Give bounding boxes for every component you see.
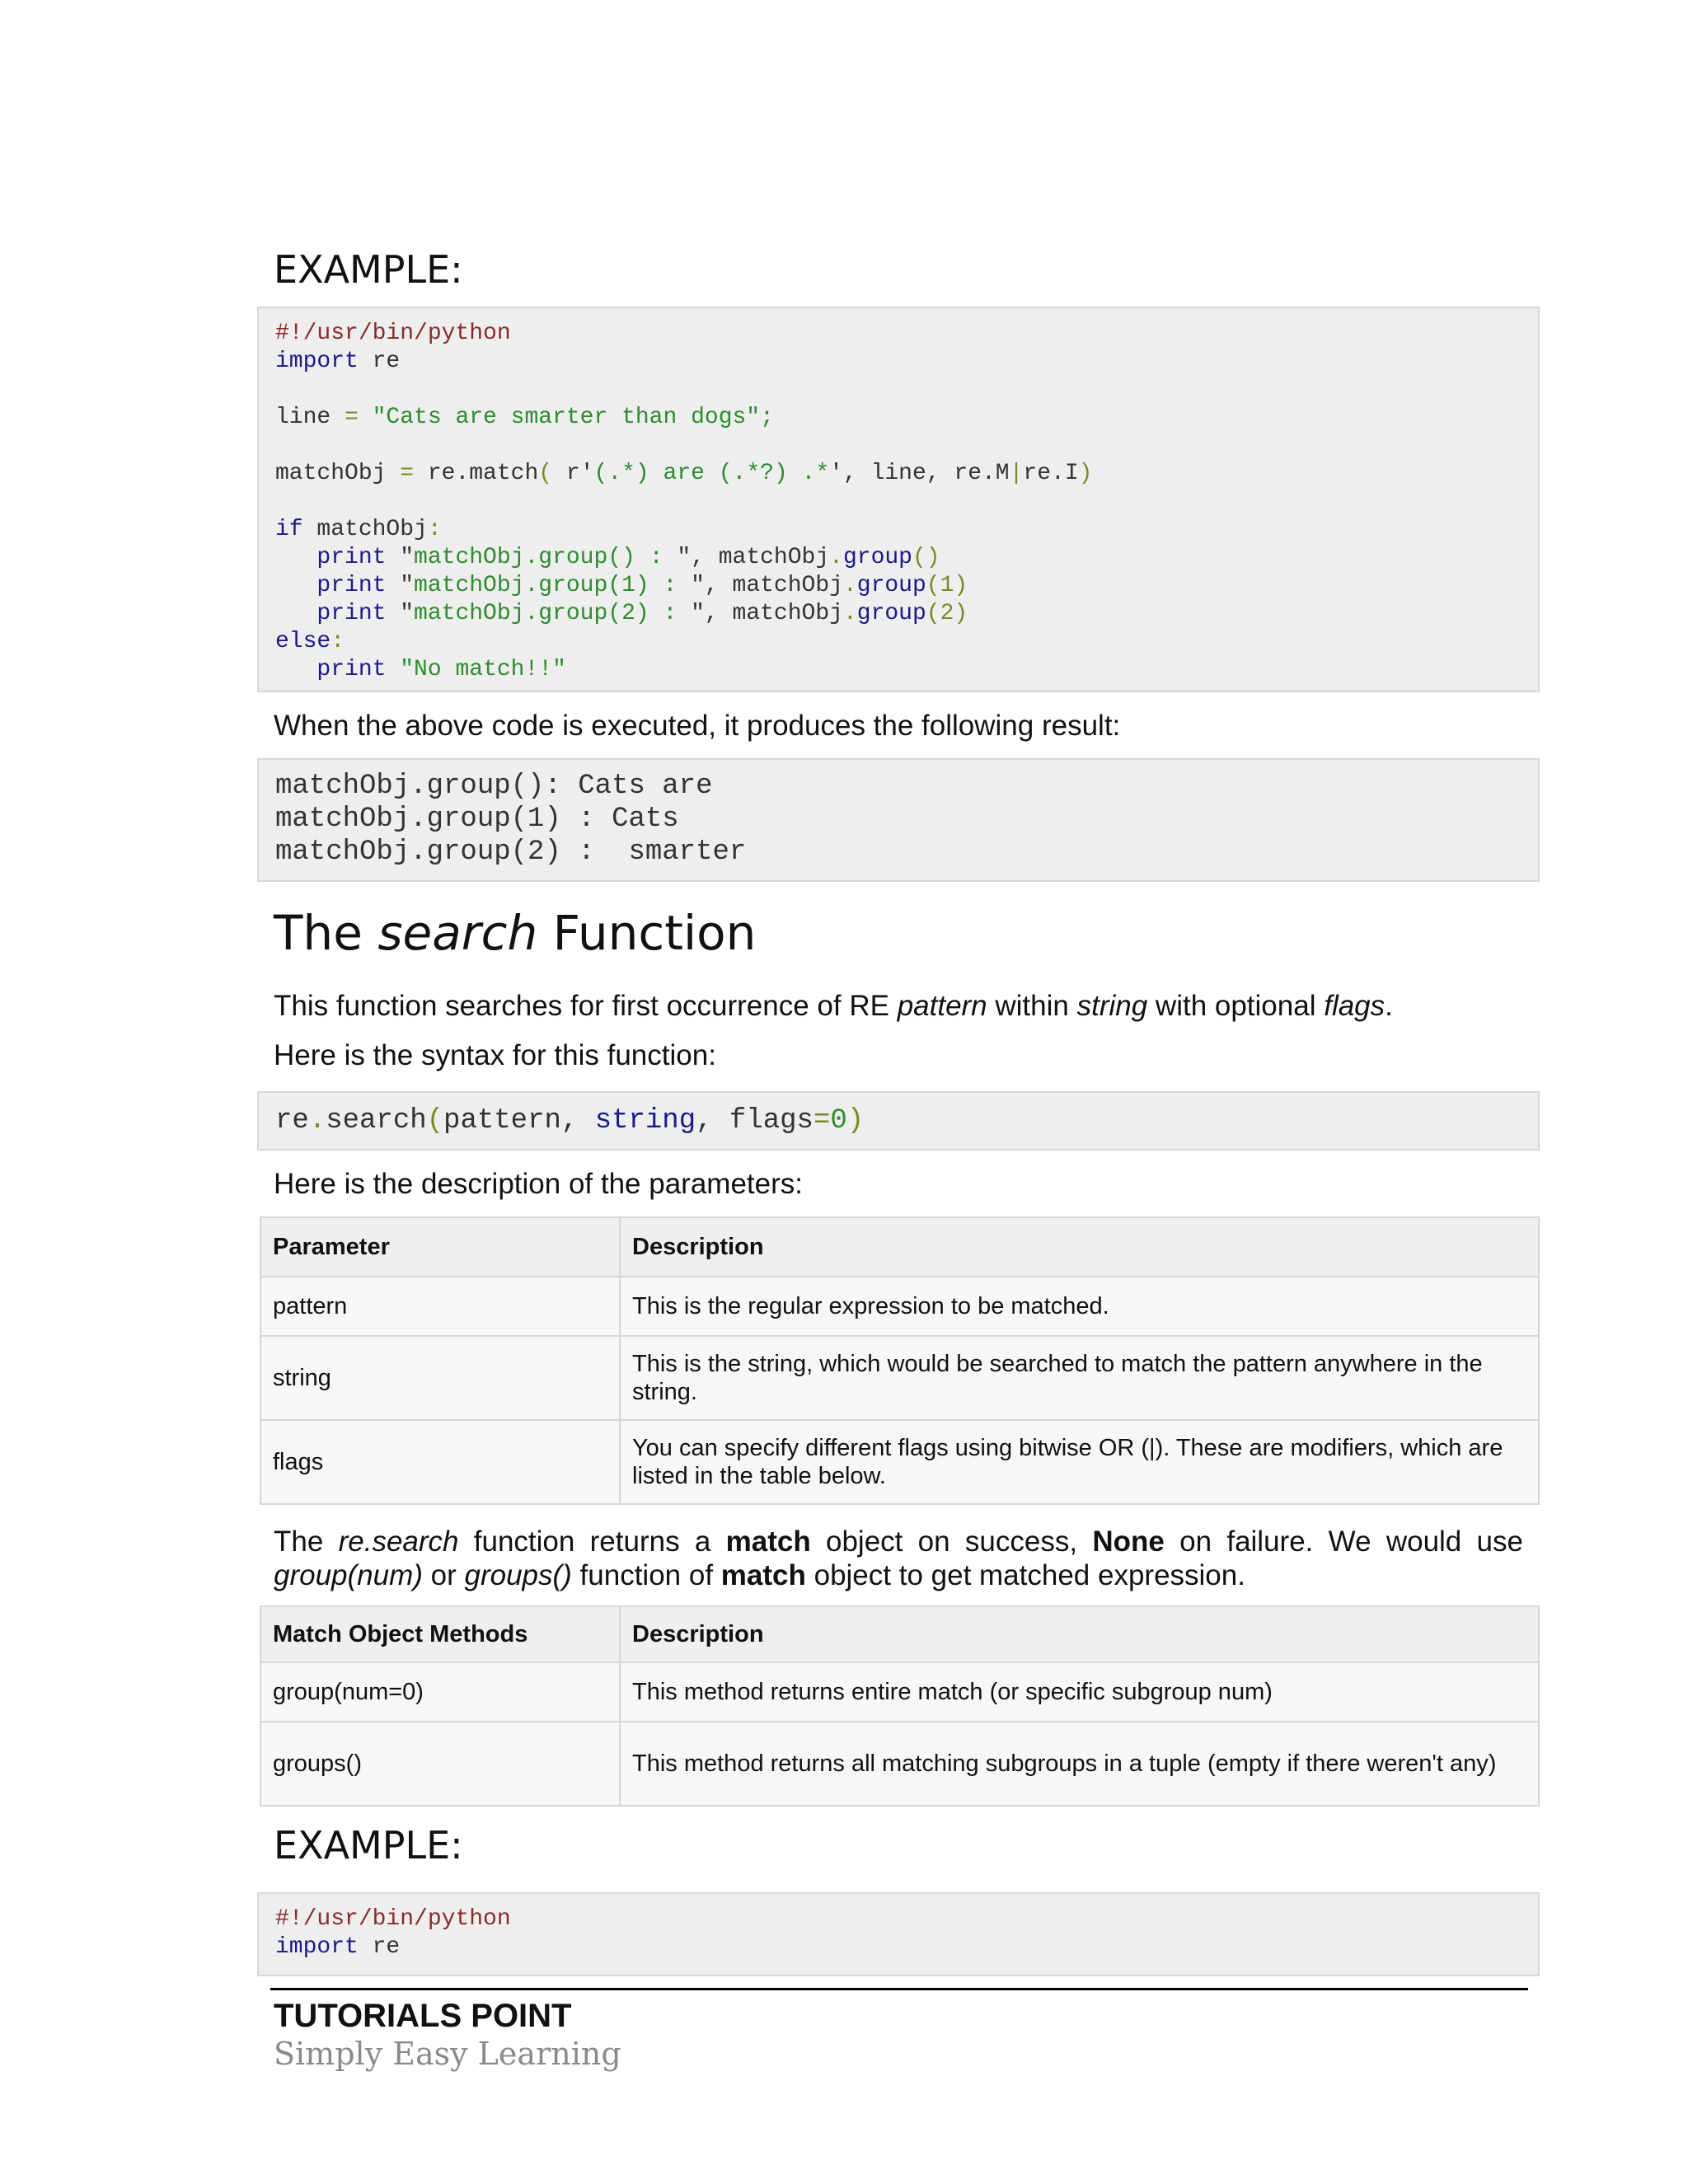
- bold-text: match: [720, 1559, 806, 1591]
- code-token: (: [426, 1105, 444, 1137]
- table-row: [260, 1336, 1539, 1420]
- code-block-match-example: [257, 307, 1540, 692]
- code-token: #!/usr/bin/python: [275, 1906, 511, 1932]
- code-token: string: [594, 1105, 696, 1137]
- code-token: [275, 601, 316, 626]
- code-token: if: [275, 517, 303, 542]
- italic-text: string: [1076, 990, 1148, 1022]
- code-token: , flags: [696, 1105, 814, 1137]
- code-token: =: [400, 461, 415, 486]
- code-line: [275, 600, 1538, 628]
- parameters-table: [260, 1216, 1540, 1505]
- footer-divider: [270, 1988, 1528, 1990]
- code-token: #!/usr/bin/python: [275, 321, 511, 346]
- params-intro-text: Here is the description of the parameters:: [274, 1168, 803, 1200]
- code-token: .: [842, 601, 857, 626]
- code-line: [275, 572, 1538, 600]
- table-header-cell: Match Object Methods: [260, 1606, 620, 1662]
- footer-tagline: Simply Easy Learning: [274, 2036, 621, 2072]
- table-row: [260, 1722, 1539, 1806]
- code-line: [275, 1905, 1538, 1933]
- code-token: re: [275, 1105, 309, 1137]
- code-token: [275, 657, 316, 682]
- code-token: matchObj: [302, 517, 428, 542]
- code-token: matchObj.group(1) :: [414, 573, 692, 598]
- table-cell: string: [260, 1336, 620, 1420]
- section-title-em: search: [377, 905, 538, 961]
- text-run: .: [1385, 990, 1393, 1022]
- code-token: .: [829, 545, 843, 570]
- code-token: :: [427, 517, 442, 542]
- code-line: [275, 376, 1538, 404]
- code-line: [275, 488, 1538, 516]
- table-header-cell: Description: [620, 1606, 1539, 1662]
- code-line: [275, 460, 1538, 488]
- returns-paragraph: [274, 1525, 1523, 1592]
- text-run: with optional: [1147, 990, 1325, 1022]
- text-run: This function searches for first occurrence of RE: [274, 990, 898, 1022]
- code-token: print: [316, 657, 387, 682]
- code-token: ": [386, 545, 415, 570]
- code-token: ": [386, 601, 415, 626]
- code-token: 0: [830, 1105, 847, 1137]
- code-token: ", matchObj: [691, 573, 843, 598]
- code-line: [275, 1104, 1538, 1137]
- code-token: re.I: [1023, 461, 1079, 486]
- code-token: else: [275, 629, 331, 654]
- table-cell: pattern: [260, 1277, 620, 1336]
- code-token: re: [358, 349, 401, 374]
- code-token: .: [308, 1105, 326, 1137]
- code-line: [275, 404, 1538, 432]
- example2-heading: EXAMPLE:: [274, 1823, 463, 1868]
- code-line: [275, 628, 1538, 656]
- match-methods-table: [260, 1605, 1540, 1807]
- output-line: matchObj.group(2) : smarter: [275, 837, 747, 868]
- bold-text: match: [725, 1526, 811, 1558]
- code-token: matchObj.group(2) :: [414, 601, 692, 626]
- code-token: ", matchObj: [677, 545, 830, 570]
- text-run: object to get matched expression.: [805, 1559, 1245, 1591]
- code-token: import: [275, 1934, 359, 1960]
- code-line: [275, 1933, 1538, 1961]
- table-cell: groups(): [260, 1722, 620, 1806]
- italic-text: group(num): [274, 1559, 423, 1591]
- code-token: print: [316, 545, 387, 570]
- code-token: print: [316, 601, 387, 626]
- code-token: |: [1009, 461, 1024, 486]
- code-token: group: [856, 573, 926, 598]
- italic-text: re.search: [338, 1526, 459, 1558]
- code-token: ): [1078, 461, 1093, 486]
- section-title: [274, 905, 756, 961]
- section-title-post: Function: [537, 905, 757, 961]
- code-token: r': [552, 461, 594, 486]
- code-token: search: [326, 1105, 427, 1137]
- table-row: [260, 1662, 1539, 1722]
- result-intro-text: When the above code is executed, it produces the following result:: [274, 710, 1121, 742]
- code-token: ": [386, 573, 415, 598]
- table-cell: This method returns all matching subgroups in a tuple (empty if there weren't any): [620, 1722, 1539, 1806]
- output-line: matchObj.group(1) : Cats: [275, 804, 679, 835]
- output-block: [257, 758, 1540, 882]
- code-line: [275, 544, 1538, 572]
- text-run: function returns a: [458, 1526, 726, 1558]
- table-cell: This is the string, which would be searched to match the pattern anywhere in the string.: [620, 1336, 1539, 1420]
- example-heading: EXAMPLE:: [274, 247, 463, 292]
- text-run: object on success,: [810, 1526, 1093, 1558]
- code-token: group: [856, 601, 926, 626]
- code-token: =: [813, 1105, 831, 1137]
- code-token: [275, 573, 316, 598]
- code-line: [275, 516, 1538, 544]
- table-cell: group(num=0): [260, 1662, 620, 1722]
- code-line: [275, 432, 1538, 460]
- code-token: "No match!!": [386, 657, 566, 682]
- code-token: line: [275, 405, 345, 430]
- table-cell: This is the regular expression to be matched.: [620, 1277, 1539, 1336]
- code-token: (.*) are (.*?) .*: [593, 461, 830, 486]
- code-token: matchObj.group() :: [414, 545, 678, 570]
- code-token: group: [842, 545, 912, 570]
- table-row: [260, 1277, 1539, 1336]
- footer-brand: TUTORIALS POINT: [274, 1998, 572, 2034]
- code-token: "Cats are smarter than dogs";: [358, 405, 774, 430]
- table-cell: This method returns entire match (or specific subgroup num): [620, 1662, 1539, 1722]
- code-token: import: [275, 349, 359, 374]
- italic-text: flags: [1324, 990, 1386, 1022]
- syntax-code-block: [257, 1091, 1540, 1151]
- code-token: [275, 545, 316, 570]
- search-intro-text: [274, 989, 1523, 1023]
- italic-text: groups(): [464, 1559, 572, 1591]
- table-cell: flags: [260, 1420, 620, 1504]
- table-row: [260, 1420, 1539, 1504]
- code-token: ): [846, 1105, 865, 1137]
- code-token: ', line, re.M: [829, 461, 1010, 486]
- output-line: matchObj.group(): Cats are: [275, 771, 713, 802]
- text-run: or: [422, 1559, 465, 1591]
- bold-text: None: [1092, 1526, 1165, 1558]
- text-run: on failure. We would use: [1164, 1526, 1523, 1558]
- code-token: :: [331, 629, 345, 654]
- code-token: =: [345, 405, 359, 430]
- code-token: re: [358, 1934, 401, 1960]
- code-line: [275, 320, 1538, 348]
- code-token: ", matchObj: [691, 601, 843, 626]
- code-line: [275, 656, 1538, 684]
- code-line: [275, 348, 1538, 376]
- code-token: pattern,: [443, 1105, 595, 1137]
- code-block-search-example: [257, 1892, 1540, 1976]
- section-title-pre: The: [274, 905, 378, 961]
- code-token: (): [912, 545, 940, 570]
- code-token: .: [842, 573, 857, 598]
- code-token: (: [538, 461, 553, 486]
- code-token: (1): [926, 573, 968, 598]
- code-token: re.match: [414, 461, 539, 486]
- table-header-cell: Parameter: [260, 1217, 620, 1277]
- code-token: print: [316, 573, 387, 598]
- text-run: within: [987, 990, 1077, 1022]
- text-run: The: [274, 1526, 339, 1558]
- italic-text: pattern: [897, 990, 987, 1022]
- table-cell: You can specify different flags using bitwise OR (|). These are modifiers, which are listed in the table below.: [620, 1420, 1539, 1504]
- code-token: (2): [926, 601, 968, 626]
- syntax-intro-text: Here is the syntax for this function:: [274, 1039, 716, 1071]
- code-token: matchObj: [275, 461, 401, 486]
- table-header-cell: Description: [620, 1217, 1539, 1277]
- text-run: function of: [571, 1559, 721, 1591]
